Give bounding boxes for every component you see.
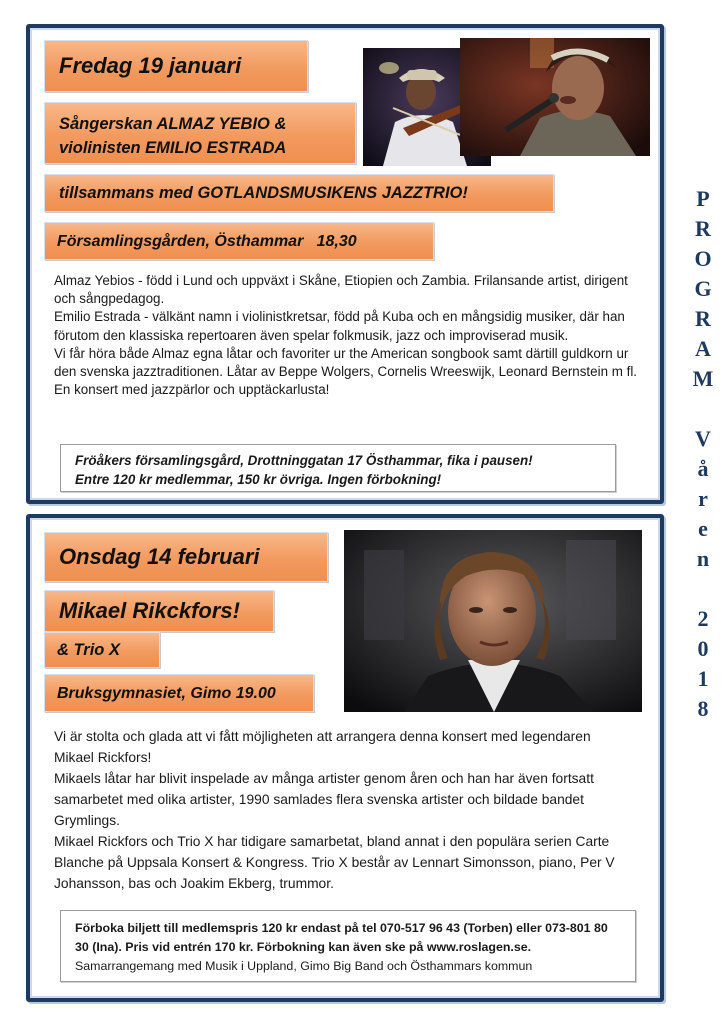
event-panel-2 [26, 514, 664, 1002]
sidebar-letter: 2 [697, 606, 709, 631]
sidebar-letter: M [692, 366, 714, 391]
event2-paragraph: Mikael Rickfors och Trio X har tidigare samarbetat, bland annat i den populära serien Carte Blanche på Uppsala Konsert & Kongress. Trio X består av Lennart Simonsson, piano, Per V Johansson, bas och Joakim Ekberg, trummor. [54, 834, 615, 891]
sidebar-letter: å [697, 456, 709, 481]
sidebar-letter: 0 [697, 636, 709, 661]
event-panel-1 [26, 24, 664, 504]
sidebar-letter: P [696, 186, 710, 211]
sidebar-letter: R [695, 216, 711, 241]
event2-description [54, 726, 628, 894]
event2-paragraph: Mikaels låtar har blivit inspelade av många artister genom åren och han har även fortsatt samarbetet med olika artister, 1990 samlades flera svenska artister och bildade bandet Grymlings. [54, 771, 594, 828]
sidebar-letter: 8 [697, 696, 709, 721]
event2-venue-time: Bruksgymnasiet, Gimo 19.00 [44, 674, 314, 712]
sidebar-letter: R [695, 306, 711, 331]
event1-date: Fredag 19 januari [44, 40, 308, 92]
event1-paragraph: Vi får höra både Almaz egna låtar och favoriter ur the American songbook samt därtill guldkorn ur den svenska jazztraditionen. Låtar av Beppe Wolgers, Cornelis Wreeswijk, Leonard Bernstein m fl. En konsert med jazzpärlor och upptäckarlusta! [54, 345, 638, 398]
program-sidebar [688, 184, 718, 724]
sidebar-spacer [688, 394, 718, 424]
sidebar-letter: 1 [697, 666, 709, 691]
event1-with: tillsammans med GOTLANDSMUSIKENS JAZZTRIO! [44, 174, 554, 212]
sidebar-letter: A [695, 336, 711, 361]
event2-with: & Trio X [44, 632, 160, 668]
singer-photo [460, 38, 650, 156]
event2-booking-bold: Förboka biljett till medlemspris 120 kr endast på tel 070-517 96 43 (Torben) eller 073-801 80 30 (Ina). Pris vid entrén 170 kr. Förbokning kan även ske på www.roslagen.se. [75, 921, 608, 954]
event1-artists [44, 102, 356, 164]
event2-booking-box [60, 910, 636, 982]
sidebar-letter: O [694, 246, 712, 271]
sidebar-letter: r [698, 486, 708, 511]
event1-artists-line1: Sångerskan ALMAZ YEBIO & [59, 115, 287, 133]
sidebar-letter: n [696, 546, 710, 571]
event2-artist: Mikael Rikckfors! [44, 590, 274, 632]
sidebar-letter: G [694, 276, 712, 301]
event2-paragraph: Vi är stolta och glada att vi fått möjligheten att arrangera denna konsert med legendaren Mikael Rickfors! [54, 729, 591, 765]
event1-paragraph: Emilio Estrada - välkänt namn i violinistkretsar, född på Kuba och en mångsidig musiker, där han förutom den klassiska repertoaren även spelar folkmusik, jazz och improviserad musik. [54, 309, 625, 343]
event1-paragraph: Almaz Yebios - född i Lund och uppväxt i Skåne, Etiopien och Zambia. Frilansande artist, dirigent och sångpedagog. [54, 273, 628, 307]
event1-info-line2: Entre 120 kr medlemmar, 150 kr övriga. Ingen förbokning! [75, 472, 442, 487]
event1-venue-time: Församlingsgården, Östhammar 18,30 [44, 222, 434, 260]
event1-info-box [60, 444, 616, 492]
event1-artists-line2: violinisten EMILIO ESTRADA [59, 139, 287, 157]
event1-info-line1: Fröåkers församlingsgård, Drottninggatan 17 Östhammar, fika i pausen! [75, 453, 533, 468]
sidebar-spacer [688, 574, 718, 604]
event1-description [54, 272, 644, 399]
event2-date: Onsdag 14 februari [44, 532, 328, 582]
sidebar-letter: e [698, 516, 708, 541]
sidebar-letter: V [695, 426, 711, 451]
event2-booking-normal: Samarrangemang med Musik i Uppland, Gimo Big Band och Östhammars kommun [75, 959, 533, 973]
mikael-rickfors-photo [344, 530, 642, 712]
